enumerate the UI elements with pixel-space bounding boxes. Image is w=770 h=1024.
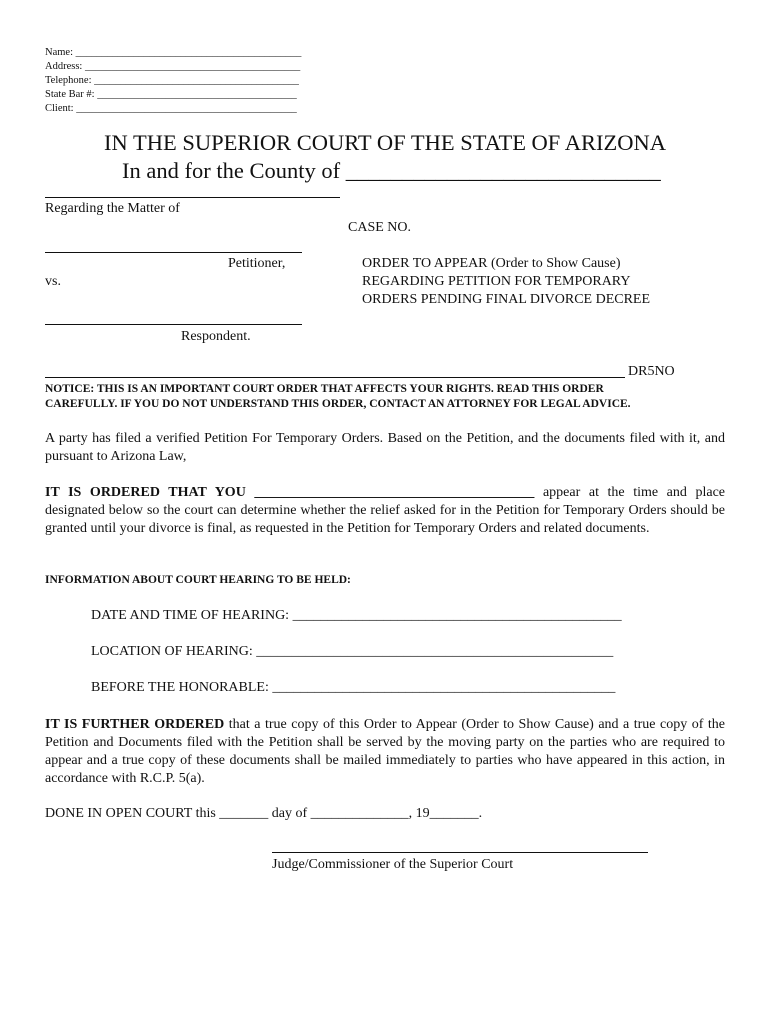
further-ordered-heading: IT IS FURTHER ORDERED <box>45 717 225 732</box>
client-line: Client: __________________________________________ <box>45 103 297 114</box>
notice-line-1: NOTICE: THIS IS AN IMPORTANT COURT ORDER THAT AFFECTS YOUR RIGHTS. READ THIS ORDER <box>45 383 604 395</box>
done-in-open-court-line: DONE IN OPEN COURT this _______ day of ______________, 19_______. <box>45 806 483 821</box>
caption-divider-line <box>45 377 625 378</box>
versus-label: vs. <box>45 274 61 289</box>
signature-line <box>272 852 648 853</box>
name-line: Name: ___________________________________________ <box>45 47 302 58</box>
order-title-line-3: ORDERS PENDING FINAL DIVORCE DECREE <box>362 292 651 307</box>
order-title-line-2: REGARDING PETITION FOR TEMPORARY <box>362 274 631 289</box>
form-code: DR5NO <box>628 364 675 379</box>
petitioner-blank-line <box>45 252 302 253</box>
hearing-location-field: LOCATION OF HEARING: ___________________________________________________ <box>91 644 614 659</box>
ordered-heading: IT IS ORDERED THAT YOU ________________________________________ <box>45 485 535 500</box>
ordered-paragraph <box>45 484 725 538</box>
notice-line-2: CAREFULLY. IF YOU DO NOT UNDERSTAND THIS ORDER, CONTACT AN ATTORNEY FOR LEGAL ADVICE. <box>45 398 631 410</box>
address-line: Address: _________________________________________ <box>45 61 301 72</box>
petitioner-label: Petitioner, <box>228 256 286 271</box>
county-line: In and for the County of ____________________________ <box>122 158 661 183</box>
telephone-line: Telephone: _______________________________________ <box>45 75 299 86</box>
intro-paragraph: A party has filed a verified Petition For Temporary Orders. Based on the Petition, and the documents filed with it, and pursuant to Arizona Law, <box>45 431 725 464</box>
case-number-label: CASE NO. <box>348 220 412 235</box>
respondent-label: Respondent. <box>181 329 251 344</box>
court-title: IN THE SUPERIOR COURT OF THE STATE OF ARIZONA <box>104 130 666 155</box>
state-bar-line: State Bar #: ______________________________________ <box>45 89 297 100</box>
signature-label: Judge/Commissioner of the Superior Court <box>272 857 514 872</box>
further-ordered-text: that a true copy of this Order to Appear (Order to Show Cause) and a true copy of the Petition and Documents filed with the Petition shall be served by the moving party on the parties who are required to appear and a true copy of these documents shall be mailed immediately to parties who have appeared in this action, in accordance with R.C.P. 5(a). <box>45 717 726 786</box>
further-ordered-paragraph <box>45 716 725 788</box>
matter-blank-line <box>45 197 340 198</box>
hearing-date-time-field: DATE AND TIME OF HEARING: _______________________________________________ <box>91 608 622 623</box>
ordered-text: appear at the time and place designated below so the court can determine whether the relief asked for in the Petition for Temporary Orders should be granted until your divorce is final, as requested in the Petition for Temporary Orders and related documents. <box>45 485 725 536</box>
respondent-blank-line <box>45 324 302 325</box>
hearing-judge-field: BEFORE THE HONORABLE: _________________________________________________ <box>91 680 616 695</box>
order-title-line-1: ORDER TO APPEAR (Order to Show Cause) <box>362 256 621 271</box>
regarding-label: Regarding the Matter of <box>45 201 180 216</box>
hearing-info-heading: INFORMATION ABOUT COURT HEARING TO BE HELD: <box>45 574 351 586</box>
